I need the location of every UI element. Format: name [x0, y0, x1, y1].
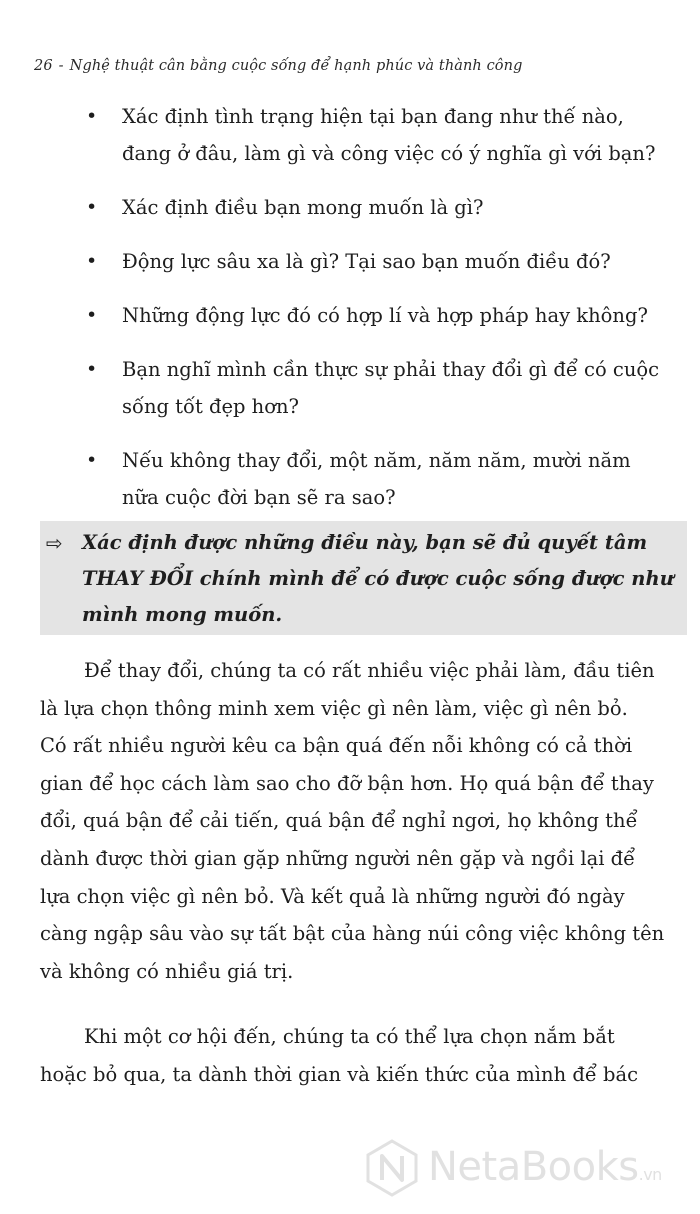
- list-item-line: Xác định tình trạng hiện tại bạn đang như thế nào,: [122, 105, 624, 128]
- bullet-icon: •: [86, 358, 98, 380]
- list-item: [0, 98, 700, 172]
- paragraph-line: gian để học cách làm sao cho đỡ bận hơn. Họ quá bận để thay: [40, 771, 654, 795]
- bullet-icon: •: [86, 250, 98, 272]
- paragraph-line: và không có nhiều giá trị.: [40, 959, 294, 983]
- paragraph-line: hoặc bỏ qua, ta dành thời gian và kiến thức của mình để bác: [40, 1062, 639, 1086]
- list-item-line: đang ở đâu, làm gì và công việc có ý nghĩa gì với bạn?: [122, 142, 656, 165]
- paragraph-line: dành được thời gian gặp những người nên gặp và ngồi lại để: [40, 846, 636, 870]
- watermark: [362, 1138, 692, 1202]
- list-item-line: nữa cuộc đời bạn sẽ ra sao?: [122, 486, 396, 509]
- header-separator: -: [58, 58, 64, 74]
- callout-line: mình mong muốn.: [82, 603, 283, 626]
- book-title: Nghệ thuật cân bằng cuộc sống để hạnh phúc và thành công: [69, 58, 523, 74]
- paragraph-line: Có rất nhiều người kêu ca bận quá đến nỗi không có cả thời: [40, 734, 633, 758]
- question-list: [0, 98, 700, 533]
- bullet-icon: •: [86, 304, 98, 326]
- running-header: [34, 58, 522, 74]
- list-item-line: Bạn nghĩ mình cần thực sự phải thay đổi gì để có cuộc: [122, 358, 660, 381]
- body-paragraph: [40, 652, 680, 990]
- list-item: [0, 442, 700, 516]
- body-paragraph: [40, 1018, 680, 1093]
- list-item-line: Những động lực đó có hợp lí và hợp pháp hay không?: [122, 304, 648, 327]
- callout-text: [82, 525, 677, 633]
- paragraph-line: đổi, quá bận để cải tiến, quá bận để nghỉ ngơi, họ không thể: [40, 809, 638, 833]
- paragraph-line: lựa chọn việc gì nên bỏ. Và kết quả là những người đó ngày: [40, 884, 625, 908]
- netabooks-logo-icon: [362, 1138, 422, 1198]
- paragraph-line: càng ngập sâu vào sự tất bật của hàng núi công việc không tên: [40, 922, 665, 946]
- conclusion-callout: [40, 521, 687, 635]
- paragraph-line: là lựa chọn thông minh xem việc gì nên làm, việc gì nên bỏ.: [40, 696, 628, 720]
- list-item: [0, 351, 700, 425]
- bullet-icon: •: [86, 105, 98, 127]
- paragraph-line: Khi một cơ hội đến, chúng ta có thể lựa chọn nắm bắt: [84, 1025, 615, 1048]
- list-item: [0, 189, 700, 226]
- callout-line: Xác định được những điều này, bạn sẽ đủ quyết tâm: [82, 531, 648, 554]
- page-number: 26: [34, 58, 53, 74]
- list-item-line: sống tốt đẹp hơn?: [122, 395, 299, 418]
- list-item: [0, 297, 700, 334]
- right-arrow-outline-icon: ⇨: [46, 531, 63, 555]
- watermark-brand-name: NetaBooks: [428, 1144, 639, 1190]
- watermark-brand: [428, 1144, 662, 1190]
- bullet-icon: •: [86, 196, 98, 218]
- list-item: [0, 243, 700, 280]
- paragraph-line: Để thay đổi, chúng ta có rất nhiều việc phải làm, đầu tiên: [84, 659, 655, 682]
- callout-line: THAY ĐỔI chính mình để có được cuộc sống được như: [82, 567, 674, 590]
- list-item-line: Xác định điều bạn mong muốn là gì?: [122, 196, 484, 219]
- watermark-suffix: .vn: [638, 1165, 662, 1184]
- bullet-icon: •: [86, 449, 98, 471]
- list-item-line: Động lực sâu xa là gì? Tại sao bạn muốn điều đó?: [122, 250, 611, 273]
- list-item-line: Nếu không thay đổi, một năm, năm năm, mười năm: [122, 449, 631, 472]
